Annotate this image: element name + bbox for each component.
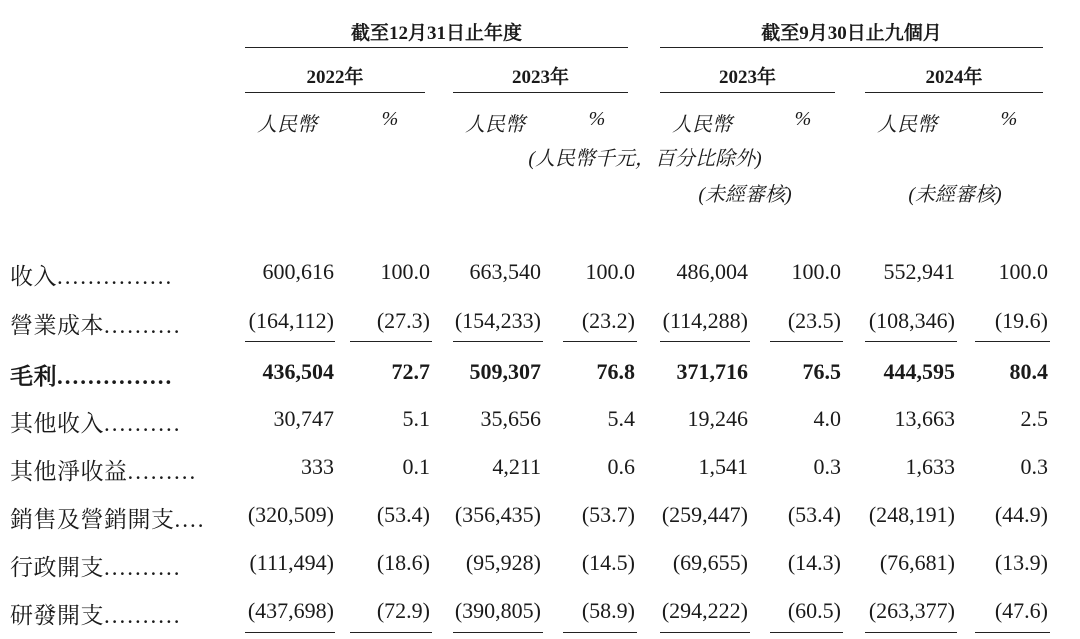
group-header-9m: 截至9月30日止九個月 — [761, 23, 942, 44]
amount-cell: (69,655) — [672, 550, 748, 575]
percent-cell: (14.5) — [581, 550, 635, 575]
percent-cell: (23.5) — [787, 308, 841, 333]
row-label — [10, 405, 182, 438]
subtotal-rule — [660, 341, 750, 342]
percent-cell: (53.4) — [787, 502, 841, 527]
percent-cell: (53.4) — [376, 502, 430, 527]
subtotal-rule — [770, 632, 843, 633]
row-label-leader: ......... — [127, 459, 198, 484]
row-label-leader: ............... — [57, 264, 174, 289]
unaudited-note-2023: (未經審核) — [698, 184, 792, 206]
percent-cell: 2.5 — [1020, 406, 1048, 431]
subtotal-rule — [563, 632, 637, 633]
row-label — [10, 258, 173, 291]
subtotal-rule — [660, 632, 750, 633]
amount-cell: (437,698) — [247, 598, 334, 623]
year-header-2023-9m: 2023年 — [718, 67, 776, 88]
percent-cell: 0.3 — [1020, 454, 1048, 479]
col-header-pct: % — [794, 108, 812, 130]
amount-cell: (294,222) — [661, 598, 748, 623]
year-rule-2024-9m — [865, 92, 1043, 93]
amount-cell: (356,435) — [454, 502, 541, 527]
amount-cell: 509,307 — [469, 359, 541, 384]
row-label — [10, 597, 182, 630]
row-label-leader: ............... — [57, 364, 174, 389]
subtotal-rule — [975, 632, 1050, 633]
subtotal-rule — [453, 341, 543, 342]
amount-cell: 30,747 — [273, 406, 334, 431]
percent-cell: 100.0 — [791, 259, 841, 284]
row-label-leader: .......... — [104, 603, 182, 628]
subtotal-rule — [245, 341, 335, 342]
amount-cell: 436,504 — [262, 359, 334, 384]
amount-cell: 552,941 — [883, 259, 955, 284]
percent-cell: 5.4 — [607, 406, 635, 431]
percent-cell: 72.7 — [391, 359, 430, 384]
percent-cell: (58.9) — [581, 598, 635, 623]
percent-cell: (53.7) — [581, 502, 635, 527]
year-header-2022: 2022年 — [306, 67, 364, 88]
year-header-2024-9m: 2024年 — [925, 67, 983, 88]
percent-cell: 0.6 — [607, 454, 635, 479]
row-label-leader: .......... — [104, 555, 182, 580]
amount-cell: (111,494) — [249, 550, 334, 575]
row-label-text: 行政開支 — [10, 555, 104, 580]
col-header-pct: % — [381, 108, 399, 130]
percent-cell: (44.9) — [994, 502, 1048, 527]
subtotal-rule — [563, 341, 637, 342]
percent-cell: (13.9) — [994, 550, 1048, 575]
col-header-rmb: 人民幣 — [672, 114, 732, 136]
percent-cell: (14.3) — [787, 550, 841, 575]
amount-cell: 444,595 — [883, 359, 955, 384]
row-label — [10, 358, 173, 391]
group-header-fy: 截至12月31日止年度 — [350, 23, 522, 44]
amount-cell: (390,805) — [454, 598, 541, 623]
subtotal-rule — [865, 341, 957, 342]
row-label-leader: .... — [174, 507, 206, 532]
subtotal-rule — [245, 632, 335, 633]
amount-cell: 486,004 — [676, 259, 748, 284]
amount-cell: (154,233) — [454, 308, 541, 333]
group-header-9m-rule — [660, 47, 1043, 48]
year-rule-2023-9m — [660, 92, 835, 93]
amount-cell: 13,663 — [894, 406, 955, 431]
percent-cell: 80.4 — [1009, 359, 1048, 384]
amount-cell: (320,509) — [247, 502, 334, 527]
percent-cell: (47.6) — [994, 598, 1048, 623]
percent-cell: 4.0 — [813, 406, 841, 431]
amount-cell: (259,447) — [661, 502, 748, 527]
year-rule-2023-fy — [453, 92, 628, 93]
percent-cell: (23.2) — [581, 308, 635, 333]
percent-cell: 5.1 — [402, 406, 430, 431]
col-header-rmb: 人民幣 — [877, 114, 937, 136]
row-label-text: 研發開支 — [10, 603, 104, 628]
percent-cell: 100.0 — [380, 259, 430, 284]
amount-cell: (76,681) — [879, 550, 955, 575]
col-header-pct: % — [588, 108, 606, 130]
row-label-text: 營業成本 — [10, 313, 104, 338]
percent-cell: 76.8 — [596, 359, 635, 384]
amount-cell: 333 — [301, 454, 334, 479]
amount-cell: (263,377) — [868, 598, 955, 623]
percent-cell: (72.9) — [376, 598, 430, 623]
col-header-pct: % — [1000, 108, 1018, 130]
subtotal-rule — [975, 341, 1050, 342]
row-label — [10, 453, 197, 486]
amount-cell: 663,540 — [469, 259, 541, 284]
amount-cell: 1,633 — [905, 454, 955, 479]
percent-cell: 100.0 — [998, 259, 1048, 284]
year-rule-2022 — [245, 92, 425, 93]
row-label-text: 毛利 — [10, 364, 57, 389]
row-label — [10, 307, 182, 340]
percent-cell: (19.6) — [994, 308, 1048, 333]
row-label-leader: .......... — [104, 313, 182, 338]
row-label-text: 其他收入 — [10, 411, 104, 436]
subtotal-rule — [865, 632, 957, 633]
percent-cell: (27.3) — [376, 308, 430, 333]
row-label-text: 其他淨收益 — [10, 459, 128, 484]
amount-cell: 19,246 — [687, 406, 748, 431]
amount-cell: (248,191) — [868, 502, 955, 527]
row-label-leader: .......... — [104, 411, 182, 436]
year-header-2023-fy: 2023年 — [511, 67, 569, 88]
row-label — [10, 501, 206, 534]
amount-cell: 371,716 — [676, 359, 748, 384]
amount-cell: (114,288) — [662, 308, 748, 333]
subtotal-rule — [453, 632, 543, 633]
group-header-fy-rule — [245, 47, 628, 48]
unaudited-note-2024: (未經審核) — [908, 184, 1002, 206]
subtotal-rule — [770, 341, 843, 342]
percent-cell: (18.6) — [376, 550, 430, 575]
amount-cell: 4,211 — [492, 454, 541, 479]
percent-cell: 0.1 — [402, 454, 430, 479]
amount-cell: 1,541 — [698, 454, 748, 479]
amount-cell: (164,112) — [248, 308, 334, 333]
amount-cell: (108,346) — [868, 308, 955, 333]
percent-cell: (60.5) — [787, 598, 841, 623]
amount-cell: 35,656 — [480, 406, 541, 431]
col-header-rmb: 人民幣 — [257, 114, 317, 136]
amount-cell: (95,928) — [465, 550, 541, 575]
percent-cell: 100.0 — [585, 259, 635, 284]
row-label-text: 收入 — [10, 264, 57, 289]
percent-cell: 0.3 — [813, 454, 841, 479]
subtotal-rule — [350, 341, 432, 342]
row-label — [10, 549, 182, 582]
percent-cell: 76.5 — [802, 359, 841, 384]
row-label-text: 銷售及營銷開支 — [10, 507, 175, 532]
amount-cell: 600,616 — [262, 259, 334, 284]
unit-note: (人民幣千元，百分比除外) — [528, 148, 762, 170]
col-header-rmb: 人民幣 — [465, 114, 525, 136]
subtotal-rule — [350, 632, 432, 633]
